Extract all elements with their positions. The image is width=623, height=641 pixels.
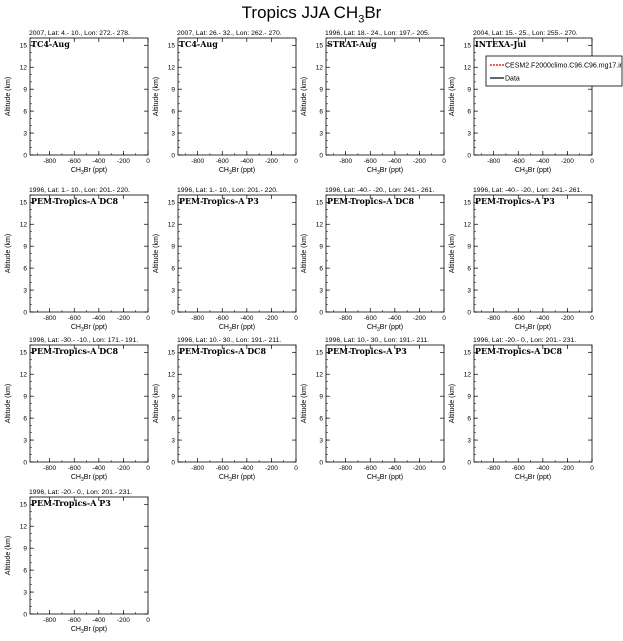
campaign-label: STRAT-Aug [327,39,377,49]
y-axis-label: Altitude (km) [153,233,160,274]
x-tick-label: 0 [146,158,150,165]
campaign-label: TC4-Aug [31,39,70,49]
plot-frame [30,345,148,462]
y-tick-label: 12 [19,523,27,531]
y-tick-label: 3 [467,287,471,295]
x-tick-label: 0 [294,465,298,472]
x-tick-label: -600 [67,465,81,472]
x-axis-label: $CH_3Br$ (ppt) [218,167,256,176]
y-tick-label: 15 [167,42,175,50]
y-tick-label: 6 [171,415,175,423]
y-tick-label: 6 [23,415,27,423]
y-tick-label: 3 [319,130,323,138]
x-tick-label: 0 [146,465,150,472]
y-tick-label: 3 [467,437,471,445]
y-tick-label: 6 [23,108,27,116]
y-tick-label: 0 [23,152,27,160]
x-tick-label: -800 [339,315,353,322]
panel-6 [153,187,298,333]
panel-1 [5,30,150,176]
plot-frame [178,345,296,462]
y-tick-label: 6 [467,265,471,273]
y-tick-label: 15 [167,349,175,357]
x-tick-label: -400 [240,158,254,165]
y-tick-label: 12 [315,221,323,229]
y-tick-label: 6 [23,265,27,273]
x-tick-label: -200 [116,315,130,322]
x-tick-label: -600 [511,315,525,322]
x-tick-label: -600 [511,158,525,165]
x-tick-label: -400 [92,617,106,624]
y-tick-label: 12 [167,371,175,379]
figure-title-main: Tropics JJA CH [241,3,359,22]
y-tick-label: 9 [23,86,27,94]
campaign-label: PEM-Tropics-A DC8 [31,196,119,206]
y-tick-label: 6 [23,567,27,575]
panel-4 [449,30,623,176]
y-tick-label: 3 [467,130,471,138]
y-tick-label: 6 [171,265,175,273]
panel-8 [449,187,594,333]
y-tick-label: 12 [315,371,323,379]
x-tick-label: -200 [412,315,426,322]
x-tick-label: -400 [388,158,402,165]
y-tick-label: 12 [19,371,27,379]
y-tick-label: 15 [315,199,323,207]
panel-header: 1996, Lat: 18.- 24., Lon: 197.- 205. [325,30,430,37]
x-tick-label: 0 [146,617,150,624]
panel-13 [5,489,150,635]
y-tick-label: 9 [319,86,323,94]
plot-frame [474,345,592,462]
panel-header: 1996, Lat: -40.- -20., Lon: 241.- 261. [325,187,435,194]
panel-7 [301,187,446,333]
x-tick-label: -200 [116,617,130,624]
x-tick-label: -200 [412,158,426,165]
x-axis-label: $CH_3Br$ (ppt) [70,474,108,483]
x-tick-label: -800 [487,158,501,165]
y-tick-label: 0 [171,459,175,467]
panel-10 [153,337,298,483]
y-tick-label: 15 [315,349,323,357]
x-tick-label: -800 [339,465,353,472]
y-axis-label: Altitude (km) [301,383,308,424]
x-tick-label: -600 [67,617,81,624]
y-tick-label: 15 [19,349,27,357]
x-tick-label: -800 [43,158,57,165]
y-tick-label: 3 [23,589,27,597]
y-axis-label: Altitude (km) [153,76,160,117]
x-tick-label: -800 [191,465,205,472]
plot-frame [474,195,592,312]
panel-header: 2007, Lat: 4.- 10., Lon: 272.- 278. [29,30,130,37]
x-tick-label: -600 [67,158,81,165]
y-tick-label: 12 [315,64,323,72]
y-tick-label: 0 [319,152,323,160]
y-tick-label: 12 [463,221,471,229]
x-tick-label: -600 [215,315,229,322]
campaign-label: INTEXA-Jul [475,39,527,49]
x-tick-label: -400 [388,315,402,322]
x-tick-label: -400 [536,315,550,322]
y-axis-label: Altitude (km) [301,233,308,274]
y-axis-label: Altitude (km) [449,76,456,117]
x-axis-label: $CH_3Br$ (ppt) [366,167,404,176]
x-tick-label: -200 [560,315,574,322]
y-tick-label: 15 [463,199,471,207]
figure-title-subscript: 3 [358,13,365,26]
panel-header: 1996, Lat: 1.- 10., Lon: 201.- 220. [29,187,130,194]
plot-frame [326,345,444,462]
panel-header: 1996, Lat: 10.- 30., Lon: 191.- 211. [325,337,430,344]
x-tick-label: -800 [487,465,501,472]
legend-model-label: CESM2.F2000climo.C96.C96.mg17.ir [505,62,623,70]
y-tick-label: 0 [467,309,471,317]
plot-frame [30,38,148,155]
x-tick-label: -400 [536,158,550,165]
campaign-label: PEM-Tropics-A P3 [327,346,407,356]
plot-frame [326,195,444,312]
panel-5 [5,187,150,333]
x-axis-label: $CH_3Br$ (ppt) [514,474,552,483]
campaign-label: TC4-Aug [179,39,218,49]
panel-header: 1996, Lat: 10.- 30., Lon: 191.- 211. [177,337,282,344]
panel-3 [301,30,446,176]
y-axis-label: Altitude (km) [5,233,12,274]
y-tick-label: 12 [167,64,175,72]
plot-frame [30,497,148,614]
y-tick-label: 0 [171,152,175,160]
plot-frame [474,38,592,155]
x-tick-label: -800 [191,158,205,165]
y-tick-label: 9 [171,243,175,251]
y-tick-label: 12 [463,64,471,72]
y-tick-label: 0 [467,459,471,467]
x-tick-label: -600 [215,158,229,165]
x-tick-label: -400 [536,465,550,472]
x-tick-label: -200 [560,465,574,472]
x-axis-label: $CH_3Br$ (ppt) [70,324,108,333]
x-tick-label: -600 [511,465,525,472]
x-tick-label: 0 [590,465,594,472]
x-tick-label: -200 [116,465,130,472]
x-tick-label: -200 [264,315,278,322]
panel-12 [449,337,594,483]
panel-header: 1996, Lat: 1.- 10., Lon: 201.- 220. [177,187,278,194]
y-tick-label: 6 [319,265,323,273]
y-tick-label: 15 [19,42,27,50]
y-axis-label: Altitude (km) [5,76,12,117]
y-tick-label: 12 [463,371,471,379]
panel-header: 2004, Lat: 15.- 25., Lon: 255.- 270. [473,30,578,37]
y-tick-label: 9 [23,393,27,401]
plot-frame [326,38,444,155]
panel-header: 1996, Lat: -20.- 0., Lon: 201.- 231. [29,489,133,496]
campaign-label: PEM-Tropics-A P3 [179,196,259,206]
x-tick-label: -800 [43,315,57,322]
y-tick-label: 9 [467,393,471,401]
y-axis-label: Altitude (km) [153,383,160,424]
y-tick-label: 9 [319,243,323,251]
x-tick-label: -400 [240,315,254,322]
y-tick-label: 0 [171,309,175,317]
plot-frame [178,38,296,155]
x-tick-label: -600 [363,158,377,165]
campaign-label: PEM-Tropics-A P3 [31,498,111,508]
x-tick-label: 0 [294,315,298,322]
y-tick-label: 15 [167,199,175,207]
y-tick-label: 0 [23,611,27,619]
x-tick-label: -600 [363,315,377,322]
x-tick-label: -400 [92,158,106,165]
y-axis-label: Altitude (km) [449,233,456,274]
panel-header: 2007, Lat: 26.- 32., Lon: 262.- 270. [177,30,282,37]
x-axis-label: $CH_3Br$ (ppt) [70,626,108,635]
y-tick-label: 6 [319,415,323,423]
x-tick-label: 0 [146,315,150,322]
x-tick-label: 0 [442,465,446,472]
x-tick-label: -200 [412,465,426,472]
x-axis-label: $CH_3Br$ (ppt) [218,324,256,333]
y-tick-label: 3 [171,130,175,138]
x-tick-label: -400 [92,465,106,472]
y-tick-label: 6 [319,108,323,116]
x-tick-label: -400 [92,315,106,322]
y-tick-label: 12 [19,221,27,229]
y-tick-label: 0 [319,459,323,467]
x-axis-label: $CH_3Br$ (ppt) [514,167,552,176]
y-tick-label: 9 [171,393,175,401]
y-tick-label: 0 [23,309,27,317]
panel-header: 1996, Lat: -30.- -10., Lon: 171.- 191. [29,337,139,344]
y-tick-label: 12 [19,64,27,72]
y-tick-label: 3 [23,130,27,138]
campaign-label: PEM-Tropics-A DC8 [327,196,415,206]
y-tick-label: 6 [467,415,471,423]
x-tick-label: -600 [67,315,81,322]
y-tick-label: 3 [319,287,323,295]
campaign-label: PEM-Tropics-A DC8 [475,346,563,356]
x-axis-label: $CH_3Br$ (ppt) [70,167,108,176]
y-axis-label: Altitude (km) [301,76,308,117]
y-tick-label: 15 [315,42,323,50]
y-tick-label: 0 [319,309,323,317]
x-tick-label: 0 [590,158,594,165]
x-tick-label: -200 [264,465,278,472]
y-tick-label: 3 [171,437,175,445]
y-tick-label: 6 [467,108,471,116]
y-tick-label: 3 [319,437,323,445]
campaign-label: PEM-Tropics-A DC8 [31,346,119,356]
x-tick-label: -600 [363,465,377,472]
plot-frame [30,195,148,312]
y-axis-label: Altitude (km) [449,383,456,424]
y-axis-label: Altitude (km) [5,535,12,576]
y-tick-label: 3 [23,437,27,445]
x-tick-label: -600 [215,465,229,472]
y-tick-label: 15 [19,501,27,509]
x-axis-label: $CH_3Br$ (ppt) [366,324,404,333]
y-tick-label: 15 [19,199,27,207]
y-tick-label: 6 [171,108,175,116]
x-tick-label: -400 [388,465,402,472]
panel-2 [153,30,298,176]
legend [486,56,623,86]
y-tick-label: 12 [167,221,175,229]
plot-frame [178,195,296,312]
panel-header: 1996, Lat: -20.- 0., Lon: 201.- 231. [473,337,577,344]
campaign-label: PEM-Tropics-A P3 [475,196,555,206]
x-tick-label: 0 [294,158,298,165]
x-tick-label: -800 [43,465,57,472]
x-tick-label: 0 [442,158,446,165]
legend-data-label: Data [505,75,520,83]
y-tick-label: 9 [23,243,27,251]
x-tick-label: -200 [560,158,574,165]
panel-header: 1996, Lat: -40.- -20., Lon: 241.- 261. [473,187,583,194]
x-axis-label: $CH_3Br$ (ppt) [514,324,552,333]
y-tick-label: 9 [171,86,175,94]
y-tick-label: 9 [467,243,471,251]
y-tick-label: 9 [467,86,471,94]
x-tick-label: 0 [442,315,446,322]
y-tick-label: 3 [23,287,27,295]
panel-11 [301,337,446,483]
x-tick-label: -800 [43,617,57,624]
y-tick-label: 9 [319,393,323,401]
y-tick-label: 0 [467,152,471,160]
panel-9 [5,337,150,483]
x-tick-label: -800 [339,158,353,165]
y-axis-label: Altitude (km) [5,383,12,424]
campaign-label: PEM-Tropics-A DC8 [179,346,267,356]
x-tick-label: -800 [191,315,205,322]
x-tick-label: 0 [590,315,594,322]
y-tick-label: 15 [463,349,471,357]
figure-title-suffix: Br [364,3,382,22]
x-tick-label: -200 [116,158,130,165]
x-tick-label: -200 [264,158,278,165]
y-tick-label: 0 [23,459,27,467]
x-tick-label: -800 [487,315,501,322]
y-tick-label: 15 [463,42,471,50]
y-tick-label: 3 [171,287,175,295]
x-tick-label: -400 [240,465,254,472]
y-tick-label: 9 [23,545,27,553]
x-axis-label: $CH_3Br$ (ppt) [366,474,404,483]
x-axis-label: $CH_3Br$ (ppt) [218,474,256,483]
